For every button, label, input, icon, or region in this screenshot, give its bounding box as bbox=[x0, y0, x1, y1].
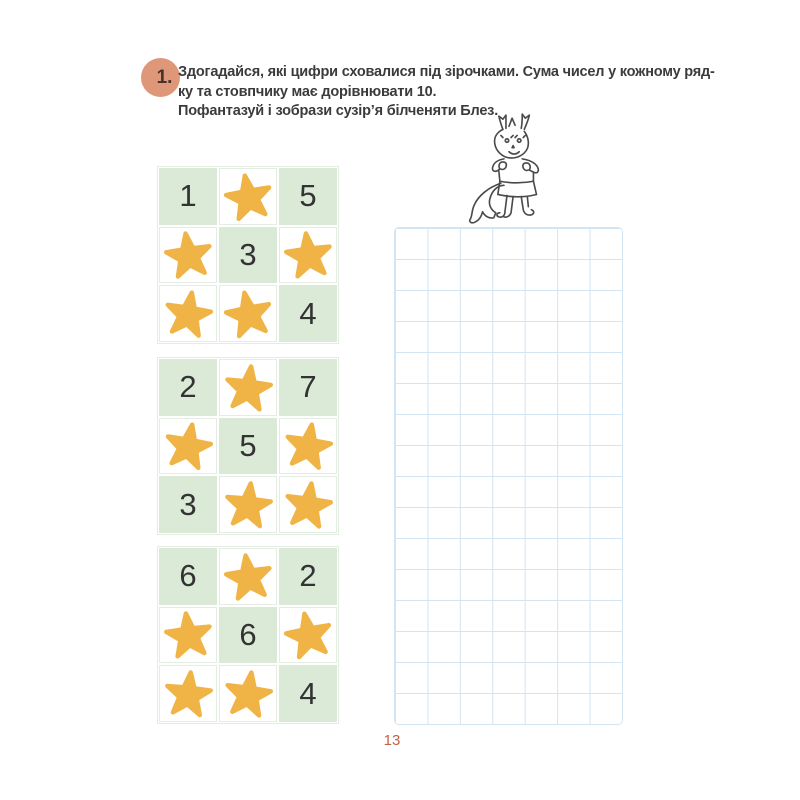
hidden-number-star-cell bbox=[279, 227, 337, 284]
hidden-number-star-cell bbox=[159, 227, 217, 284]
number-cell: 2 bbox=[159, 359, 217, 416]
number-cell: 3 bbox=[219, 227, 277, 284]
number-cell: 6 bbox=[159, 548, 217, 605]
star-icon bbox=[158, 283, 219, 344]
star-icon bbox=[219, 476, 277, 534]
star-icon bbox=[277, 604, 339, 666]
instruction-line-2: ку та стовпчику має дорівнювати 10. bbox=[178, 83, 437, 100]
number-cell: 5 bbox=[279, 168, 337, 225]
hidden-number-star-cell bbox=[279, 476, 337, 533]
hidden-number-star-cell bbox=[219, 476, 277, 533]
star-icon bbox=[278, 416, 339, 477]
star-icon bbox=[159, 665, 217, 723]
hidden-number-star-cell bbox=[219, 359, 277, 416]
star-icon bbox=[218, 546, 278, 606]
number-cell: 7 bbox=[279, 359, 337, 416]
hidden-number-star-cell bbox=[219, 548, 277, 605]
number-cell: 2 bbox=[279, 548, 337, 605]
star-icon bbox=[278, 225, 337, 284]
hidden-number-star-cell bbox=[159, 665, 217, 722]
task-instructions bbox=[178, 63, 715, 122]
squirrel-illustration bbox=[458, 108, 558, 225]
star-icon bbox=[158, 225, 218, 285]
number-cell: 1 bbox=[159, 168, 217, 225]
squirrel-icon bbox=[458, 108, 558, 225]
hidden-number-star-cell bbox=[279, 418, 337, 475]
puzzle-grid-2 bbox=[157, 357, 339, 535]
task-number-badge: 1. bbox=[141, 58, 180, 97]
star-icon bbox=[217, 166, 278, 227]
drawing-grid-paper bbox=[394, 227, 623, 725]
puzzle-grid-3 bbox=[157, 546, 339, 724]
hidden-number-star-cell bbox=[159, 607, 217, 664]
star-icon bbox=[218, 358, 277, 417]
hidden-number-star-cell bbox=[219, 285, 277, 342]
page-number: 13 bbox=[383, 732, 401, 749]
number-cell: 5 bbox=[219, 418, 277, 475]
star-icon bbox=[218, 664, 278, 724]
hidden-number-star-cell bbox=[219, 665, 277, 722]
hidden-number-star-cell bbox=[159, 418, 217, 475]
hidden-number-star-cell bbox=[279, 607, 337, 664]
star-icon bbox=[217, 283, 279, 345]
number-cell: 4 bbox=[279, 285, 337, 342]
number-cell: 4 bbox=[279, 665, 337, 722]
number-cell: 3 bbox=[159, 476, 217, 533]
star-icon bbox=[157, 415, 218, 476]
star-icon bbox=[158, 605, 217, 664]
instruction-line-3: Пофантазуй і зобрази сузір’я білченяти Блез. bbox=[178, 103, 499, 119]
number-cell: 6 bbox=[219, 607, 277, 664]
star-icon bbox=[278, 475, 338, 535]
hidden-number-star-cell bbox=[159, 285, 217, 342]
puzzle-grid-1 bbox=[157, 166, 339, 344]
hidden-number-star-cell bbox=[219, 168, 277, 225]
instruction-line-1: Здогадайся, які цифри сховалися під зірочками. Сума чисел у кожному ряд- bbox=[178, 64, 715, 80]
